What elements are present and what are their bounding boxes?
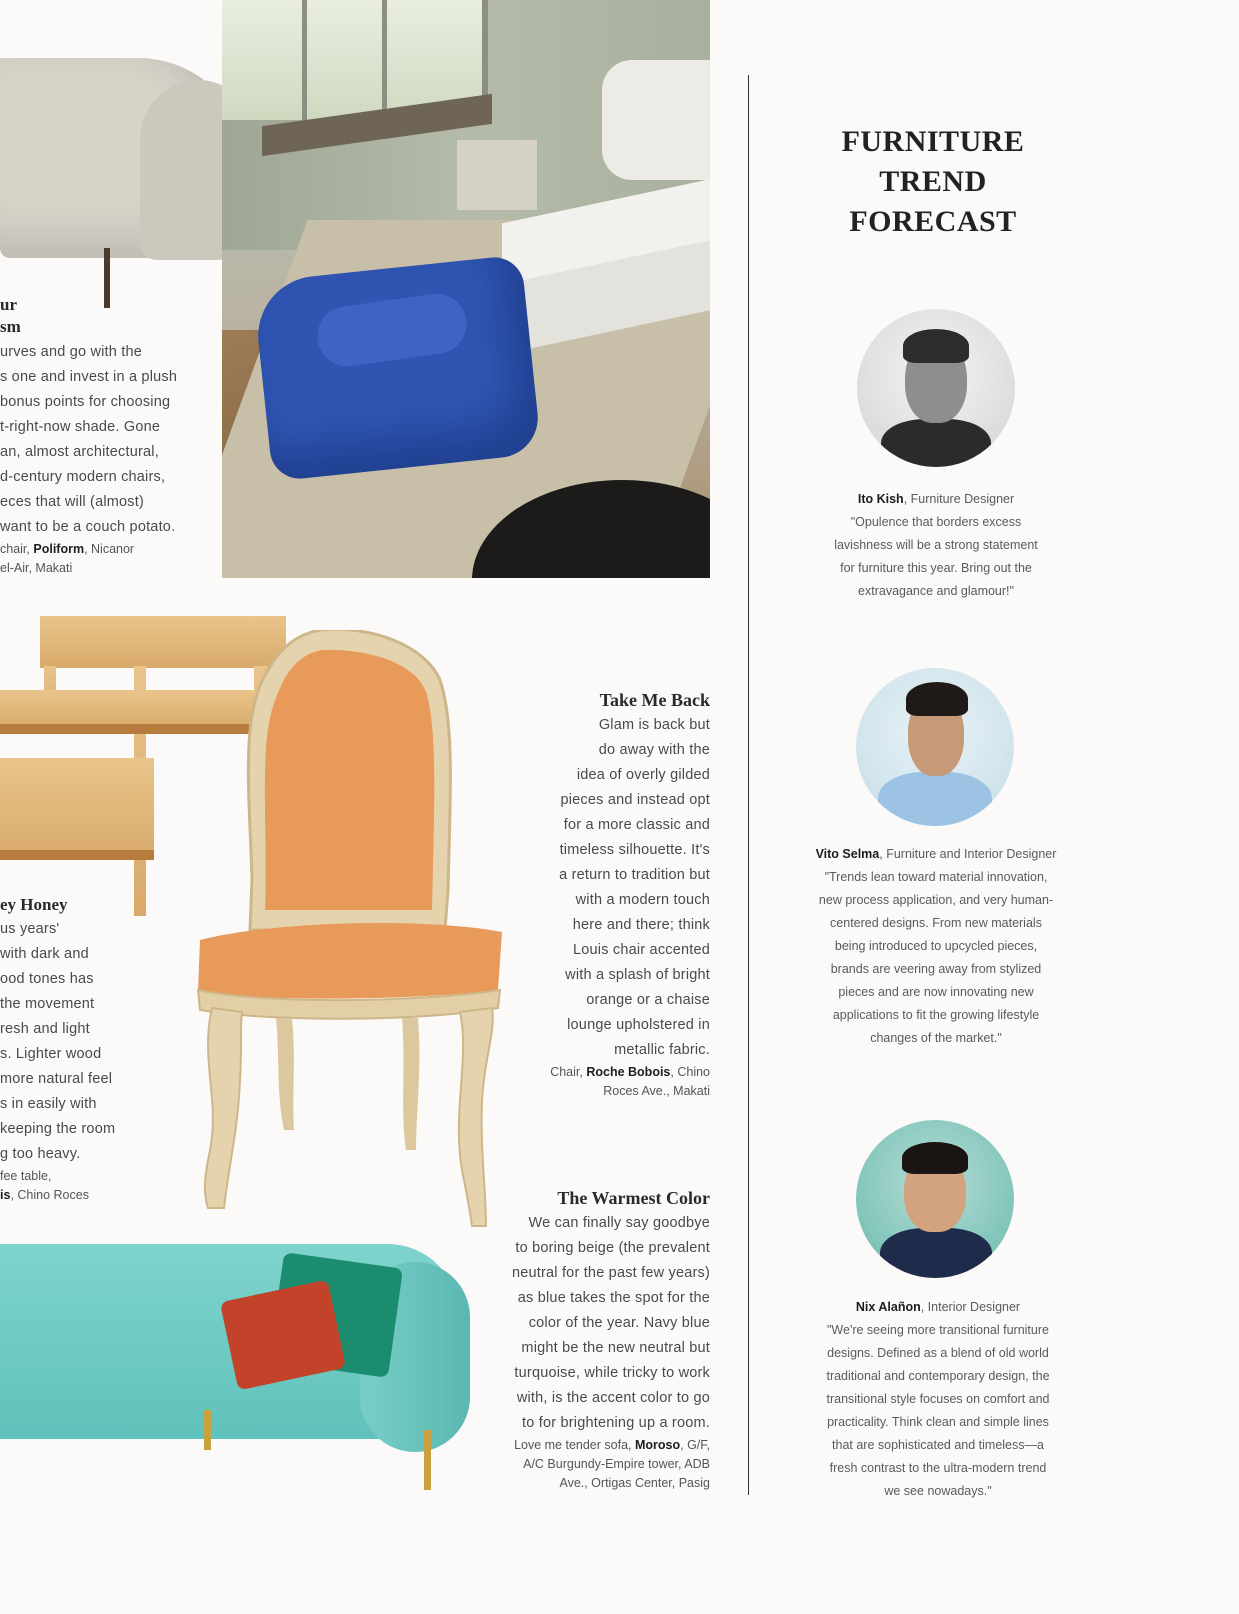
expert-name: Ito Kish bbox=[857, 492, 904, 506]
expert-byline bbox=[786, 488, 1086, 511]
wood-side-table bbox=[0, 758, 154, 858]
body-line: s. Lighter wood bbox=[0, 1046, 102, 1062]
body-line: want to be a couch potato. bbox=[0, 519, 176, 535]
quote-line: new process application, and very human- bbox=[818, 893, 1054, 907]
quote-line: transitional style focuses on comfort and bbox=[826, 1392, 1050, 1406]
chair-seat-upholstery bbox=[198, 923, 502, 999]
body-line: to boring beige (the prevalent bbox=[515, 1240, 710, 1256]
body-line: neutral for the past few years) bbox=[511, 1265, 710, 1281]
section-heading: Take Me Back bbox=[599, 690, 710, 710]
body-line: lounge upholstered in bbox=[567, 1017, 710, 1033]
body-line: might be the new neutral but bbox=[521, 1340, 710, 1356]
title-line: FURNITURE bbox=[841, 125, 1025, 158]
sidebar-title bbox=[808, 122, 1058, 242]
section-heading: The Warmest Color bbox=[557, 1188, 710, 1208]
body-line: ood tones has bbox=[0, 971, 94, 987]
body-line: do away with the bbox=[598, 742, 710, 758]
ottoman-cube bbox=[457, 140, 537, 210]
body-line: with a modern touch bbox=[575, 892, 710, 908]
expert-name: Vito Selma bbox=[815, 847, 880, 861]
body-line: Glam is back but bbox=[598, 717, 710, 733]
body-line: with a splash of bright bbox=[565, 967, 710, 983]
wood-side-table-edge bbox=[0, 850, 154, 860]
body-line: t-right-now shade. Gone bbox=[0, 419, 161, 435]
quote-line: fresh contrast to the ultra-modern trend bbox=[829, 1461, 1047, 1475]
quote-line: "Trends lean toward material innovation, bbox=[824, 870, 1048, 884]
avatar-shirt bbox=[878, 772, 992, 826]
chair-leg-front-left bbox=[205, 1008, 242, 1208]
section-organic-curves bbox=[0, 294, 200, 578]
blue-armchair bbox=[252, 254, 541, 481]
body-line: orange or a chaise bbox=[586, 992, 710, 1008]
credit-brand: Moroso bbox=[634, 1438, 681, 1452]
quote-line: centered designs. From new materials bbox=[830, 916, 1042, 930]
product-credit bbox=[460, 1436, 710, 1493]
body-line: idea of overly gilded bbox=[576, 767, 710, 783]
body-line: color of the year. Navy blue bbox=[528, 1315, 710, 1331]
window-mullion bbox=[382, 0, 387, 120]
quote-line: pieces and are now innovating new bbox=[838, 985, 1034, 999]
product-credit bbox=[0, 540, 200, 578]
body-line: more natural feel bbox=[0, 1071, 113, 1087]
product-credit bbox=[0, 1167, 160, 1205]
quote-line: lavishness will be a strong statement bbox=[834, 538, 1038, 552]
section-honey bbox=[0, 895, 160, 1205]
body-line: for a more classic and bbox=[563, 817, 710, 833]
orange-louis-chair bbox=[180, 630, 520, 1230]
quote-line: we see nowadays." bbox=[884, 1484, 992, 1498]
quote-line: traditional and contemporary design, the bbox=[826, 1369, 1050, 1383]
avatar-nix-alanon bbox=[856, 1120, 1014, 1278]
expert-name: Nix Alañon bbox=[855, 1300, 921, 1314]
chair-leg-back bbox=[276, 1018, 294, 1130]
body-line: s in easily with bbox=[0, 1096, 97, 1112]
credit-text: Chair, bbox=[550, 1065, 583, 1079]
body-line: s one and invest in a plush bbox=[0, 369, 178, 385]
product-credit bbox=[510, 1063, 710, 1101]
credit-text: chair, bbox=[0, 542, 30, 556]
body-line: Louis chair accented bbox=[573, 942, 710, 958]
quote-line: for furniture this year. Bring out the bbox=[840, 561, 1032, 575]
expert-role: , Interior Designer bbox=[920, 1300, 1021, 1314]
section-take-me-back bbox=[510, 690, 710, 1101]
section-body bbox=[510, 713, 710, 1063]
body-line: metallic fabric. bbox=[614, 1042, 710, 1058]
section-warmest-color bbox=[460, 1188, 710, 1493]
credit-line: Ave., Ortigas Center, Pasig bbox=[559, 1476, 710, 1490]
sofa-leg bbox=[424, 1430, 431, 1490]
credit-line: A/C Burgundy-Empire tower, ADB bbox=[523, 1457, 710, 1471]
sofa-leg bbox=[204, 1410, 211, 1450]
avatar-shirt bbox=[880, 1228, 992, 1278]
quote-line: being introduced to upcycled pieces, bbox=[834, 939, 1038, 953]
quote-line: "We're seeing more transitional furniture bbox=[827, 1323, 1049, 1337]
quote-line: designs. Defined as a blend of old world bbox=[827, 1346, 1049, 1360]
white-sofa bbox=[602, 60, 710, 180]
body-line: d-century modern chairs, bbox=[0, 469, 166, 485]
body-line: We can finally say goodbye bbox=[528, 1215, 710, 1231]
credit-text: , Chino bbox=[670, 1065, 710, 1079]
credit-text: , Chino Roces bbox=[10, 1188, 89, 1202]
quote-line: brands are veering away from stylized bbox=[830, 962, 1042, 976]
section-body bbox=[460, 1211, 710, 1436]
chair-backrest-upholstery bbox=[265, 650, 434, 910]
body-line: timeless silhouette. It's bbox=[559, 842, 710, 858]
body-line: urves and go with the bbox=[0, 344, 143, 360]
body-line: with dark and bbox=[0, 946, 89, 962]
credit-text: Love me tender sofa, bbox=[514, 1438, 632, 1452]
title-line: FORECAST bbox=[849, 205, 1017, 238]
credit-text: , G/F, bbox=[680, 1438, 710, 1452]
body-line: with, is the accent color to go bbox=[516, 1390, 710, 1406]
avatar-vito-selma bbox=[856, 668, 1014, 826]
quote-line: changes of the market." bbox=[870, 1031, 1002, 1045]
heading-line: sm bbox=[0, 317, 21, 336]
body-line: g too heavy. bbox=[0, 1146, 81, 1162]
quote-line: applications to fit the growing lifestyle bbox=[832, 1008, 1040, 1022]
expert-role: , Furniture and Interior Designer bbox=[879, 847, 1057, 861]
credit-line: fee table, bbox=[0, 1169, 52, 1183]
avatar-shirt bbox=[881, 419, 991, 467]
quote-line: "Opulence that borders excess bbox=[850, 515, 1022, 529]
section-heading: ey Honey bbox=[0, 895, 68, 914]
title-line: TREND bbox=[879, 165, 987, 198]
body-line: resh and light bbox=[0, 1021, 90, 1037]
expert-byline bbox=[788, 1296, 1088, 1319]
quote-line: extravagance and glamour!" bbox=[858, 584, 1014, 598]
quote-line: practicality. Think clean and simple lines bbox=[827, 1415, 1049, 1429]
credit-brand: is bbox=[0, 1188, 11, 1202]
credit-line: Roces Ave., Makati bbox=[603, 1084, 710, 1098]
living-room-photo bbox=[222, 0, 710, 578]
body-line: keeping the room bbox=[0, 1121, 116, 1137]
section-body bbox=[0, 917, 160, 1167]
quote-line: that are sophisticated and timeless—a bbox=[832, 1438, 1044, 1452]
heading-line: ur bbox=[0, 295, 17, 314]
body-line: as blue takes the spot for the bbox=[517, 1290, 710, 1306]
expert-byline bbox=[784, 843, 1088, 866]
body-line: eces that will (almost) bbox=[0, 494, 144, 510]
body-line: pieces and instead opt bbox=[560, 792, 710, 808]
body-line: an, almost architectural, bbox=[0, 444, 159, 460]
body-line: a return to tradition but bbox=[559, 867, 710, 883]
credit-line: el-Air, Makati bbox=[0, 561, 73, 575]
section-body bbox=[0, 340, 200, 540]
body-line: bonus points for choosing bbox=[0, 394, 171, 410]
expert-quote-nix-alanon bbox=[788, 1296, 1088, 1503]
body-line: turquoise, while tricky to work bbox=[514, 1365, 710, 1381]
avatar-ito-kish bbox=[857, 309, 1015, 467]
avatar-hair bbox=[902, 1142, 968, 1174]
expert-role: , Furniture Designer bbox=[903, 492, 1015, 506]
credit-brand: Poliform bbox=[33, 542, 85, 556]
body-line: the movement bbox=[0, 996, 95, 1012]
expert-quote-vito-selma bbox=[784, 843, 1088, 1050]
credit-text: , Nicanor bbox=[84, 542, 135, 556]
avatar-hair bbox=[906, 682, 968, 716]
section-heading bbox=[0, 294, 200, 338]
credit-brand: Roche Bobois bbox=[586, 1065, 671, 1079]
expert-quote-ito-kish bbox=[786, 488, 1086, 603]
body-line: to for brightening up a room. bbox=[522, 1415, 710, 1431]
body-line: us years' bbox=[0, 921, 60, 937]
avatar-hair bbox=[903, 329, 969, 363]
window-mullion bbox=[302, 0, 307, 120]
chair-leg-back bbox=[402, 1018, 419, 1150]
column-divider bbox=[748, 75, 749, 1495]
body-line: here and there; think bbox=[572, 917, 710, 933]
